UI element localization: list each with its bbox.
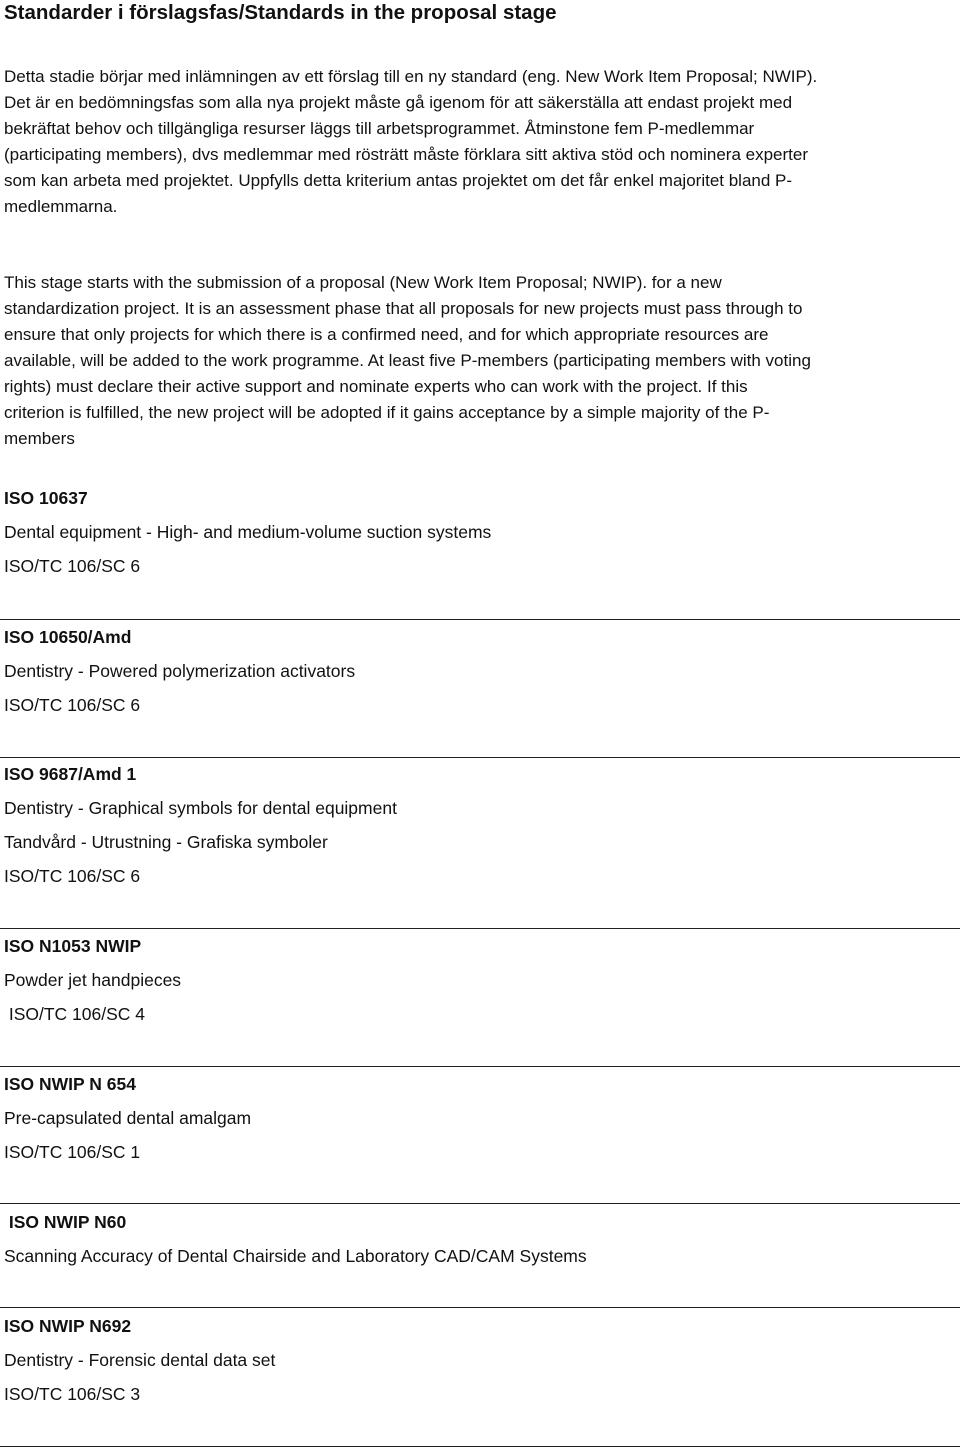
intro-en-line: criterion is fulfilled, the new project will be adopted if it gains acceptance by a simple majority of the P-	[4, 403, 770, 422]
intro-en-line: members	[4, 429, 75, 448]
standard-committee: ISO/TC 106/SC 6	[4, 695, 141, 715]
standard-title: Pre-capsulated dental amalgam	[4, 1108, 252, 1128]
intro-en-line: This stage starts with the submission of a proposal (New Work Item Proposal; NWIP). for a new	[4, 273, 722, 292]
intro-en-line: ensure that only projects for which there is a confirmed need, and for which appropriate resources are	[4, 325, 769, 344]
standard-title: Dentistry - Graphical symbols for dental equipment	[4, 798, 397, 818]
page-title: Standarder i förslagsfas/Standards in the proposal stage	[4, 1, 557, 24]
standard-code: ISO NWIP N60	[4, 1212, 127, 1232]
intro-english	[4, 270, 956, 452]
standard-committee: ISO/TC 106/SC 4	[4, 1004, 146, 1024]
separator	[0, 1446, 960, 1447]
standard-committee: ISO/TC 106/SC 6	[4, 866, 141, 886]
standard-committee: ISO/TC 106/SC 6	[4, 556, 141, 576]
standard-committee: ISO/TC 106/SC 3	[4, 1384, 141, 1404]
separator	[0, 1203, 960, 1204]
standard-title: Dentistry - Forensic dental data set	[4, 1350, 276, 1370]
intro-sv-line: bekräftat behov och tillgängliga resurser läggs till arbetsprogrammet. Åtminstone fem P-medlemmar	[4, 119, 755, 138]
separator	[0, 757, 960, 758]
intro-sv-line: Detta stadie börjar med inlämningen av ett förslag till en ny standard (eng. New Work Item Proposal; NWIP).	[4, 67, 818, 86]
separator	[0, 928, 960, 929]
intro-swedish	[4, 64, 956, 220]
standard-title: Dental equipment - High- and medium-volume suction systems	[4, 522, 492, 542]
intro-sv-line: som kan arbeta med projektet. Uppfylls detta kriterium antas projektet om det får enkel majoritet bland P-	[4, 171, 793, 190]
standard-code: ISO 10637	[4, 488, 88, 508]
standard-title: Scanning Accuracy of Dental Chairside and Laboratory CAD/CAM Systems	[4, 1246, 587, 1266]
intro-sv-line: Det är en bedömningsfas som alla nya projekt måste gå igenom för att säkerställa att endast projekt med	[4, 93, 793, 112]
intro-sv-line: (participating members), dvs medlemmar med rösträtt måste förklara sitt aktiva stöd och nominera experter	[4, 145, 809, 164]
standard-code: ISO NWIP N692	[4, 1316, 132, 1336]
separator	[0, 1307, 960, 1308]
intro-en-line: standardization project. It is an assessment phase that all proposals for new projects must pass through to	[4, 299, 803, 318]
standard-code: ISO N1053 NWIP	[4, 936, 142, 956]
separator	[0, 619, 960, 620]
intro-en-line: available, will be added to the work programme. At least five P-members (participating members with voting	[4, 351, 811, 370]
standard-title-swedish: Tandvård - Utrustning - Grafiska symboler	[4, 832, 328, 852]
standard-code: ISO 10650/Amd	[4, 627, 132, 647]
intro-en-line: rights) must declare their active support and nominate experts who can work with the project. If this	[4, 377, 748, 396]
standard-code: ISO NWIP N 654	[4, 1074, 136, 1094]
standard-title: Powder jet handpieces	[4, 970, 182, 990]
standard-code: ISO 9687/Amd 1	[4, 764, 137, 784]
standard-title: Dentistry - Powered polymerization activators	[4, 661, 356, 681]
intro-sv-line: medlemmarna.	[4, 197, 118, 216]
separator	[0, 1066, 960, 1067]
standard-committee: ISO/TC 106/SC 1	[4, 1142, 141, 1162]
